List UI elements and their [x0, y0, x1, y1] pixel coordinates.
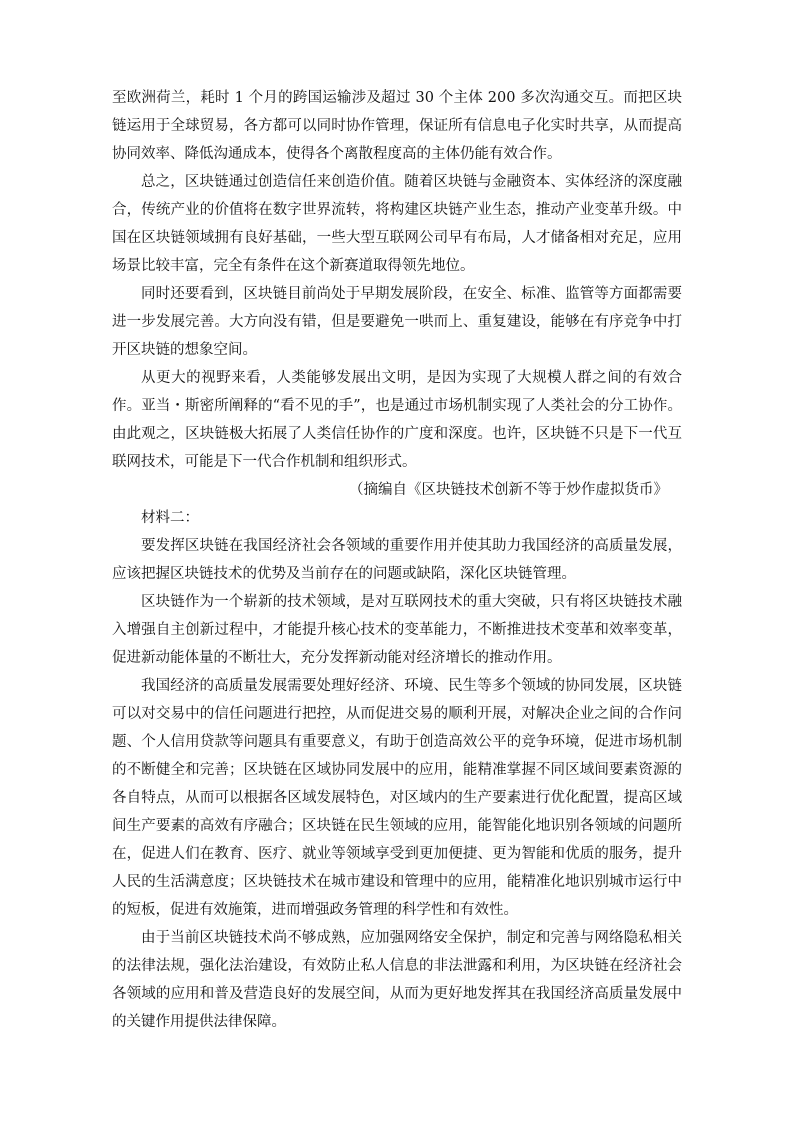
paragraph-continued: 至欧洲荷兰，耗时 1 个月的跨国运输涉及超过 30 个主体 200 多次沟通交互。而把区块链运用于全球贸易，各方都可以同时协作管理，保证所有信息电子化实时共享，从而提高协同效率、降低沟通成本，使得各个离散程度高的主体仍能有效合作。	[112, 90, 682, 162]
paragraph-early-stage: 同时还要看到，区块链目前尚处于早期发展阶段，在安全、标准、监管等方面都需要进一步发展完善。大方向没有错，但是要避免一哄而上、重复建设，能够在有序竞争中打开区块链的想象空间。	[112, 286, 682, 358]
paragraph-high-quality-development: 我国经济的高质量发展需要处理好经济、环境、民生等多个领域的协同发展，区块链可以对交易中的信任问题进行把控，从而促进交易的顺利开展，对解决企业之间的合作问题、个人信用贷款等问题具有重要意义，有助于创造高效公平的竞争环境，促进市场机制的不断健全和完善；区块链在区域协同发展中的应用，能精准掌握不同区域间要素资源的各自特点，从而可以根据各区域发展特色，对区域内的生产要素进行优化配置，提高区域间生产要素的高效有序融合；区块链在民生领域的应用，能智能化地识别各领域的问题所在，促进人们在教育、医疗、就业等领域享受到更加便捷、更为智能和优质的服务，提升人民的生活满意度；区块链技术在城市建设和管理中的应用，能精准化地识别城市运行中的短板，促进有效施策，进而增强政务管理的科学性和有效性。	[112, 678, 682, 918]
paragraph-legal-protection: 由于当前区块链技术尚不够成熟，应加强网络安全保护，制定和完善与网络隐私相关的法律法规，强化法治建设，有效防止私人信息的非法泄露和利用，为区块链在经济社会各领域的应用和普及营造良好的发展空间，从而为更好地发挥其在我国经济高质量发展中的关键作用提供法律保障。	[112, 930, 682, 1030]
document-page	[112, 84, 682, 1036]
material-two-label: 材料二：	[141, 510, 199, 526]
paragraph-summary: 总之，区块链通过创造信任来创造价值。随着区块链与金融资本、实体经济的深度融合，传统产业的价值将在数字世界流转，将构建区块链产业生态，推动产业变革升级。中国在区块链领域拥有良好基础，一些大型互联网公司早有布局，人才储备相对充足，应用场景比较丰富，完全有条件在这个新赛道取得领先地位。	[112, 174, 682, 274]
paragraph-innovation: 区块链作为一个崭新的技术领域，是对互联网技术的重大突破，只有将区块链技术融入增强自主创新过程中，才能提升核心技术的变革能力，不断推进技术变革和效率变革，促进新动能体量的不断壮大，充分发挥新动能对经济增长的推动作用。	[112, 594, 682, 666]
paragraph-wider-view: 从更大的视野来看，人类能够发展出文明，是因为实现了大规模人群之间的有效合作。亚当・斯密所阐释的“看不见的手”，也是通过市场机制实现了人类社会的分工协作。由此观之，区块链极大拓展了人类信任协作的广度和深度。也许，区块链不只是下一代互联网技术，可能是下一代合作机制和组织形式。	[112, 370, 682, 470]
paragraph-intro: 要发挥区块链在我国经济社会各领域的重要作用并使其助力我国经济的高质量发展，应该把握区块链技术的优势及当前存在的问题或缺陷，深化区块链管理。	[112, 538, 682, 582]
source-citation: （摘编自《区块链技术创新不等于炒作虚拟货币》	[349, 482, 668, 498]
